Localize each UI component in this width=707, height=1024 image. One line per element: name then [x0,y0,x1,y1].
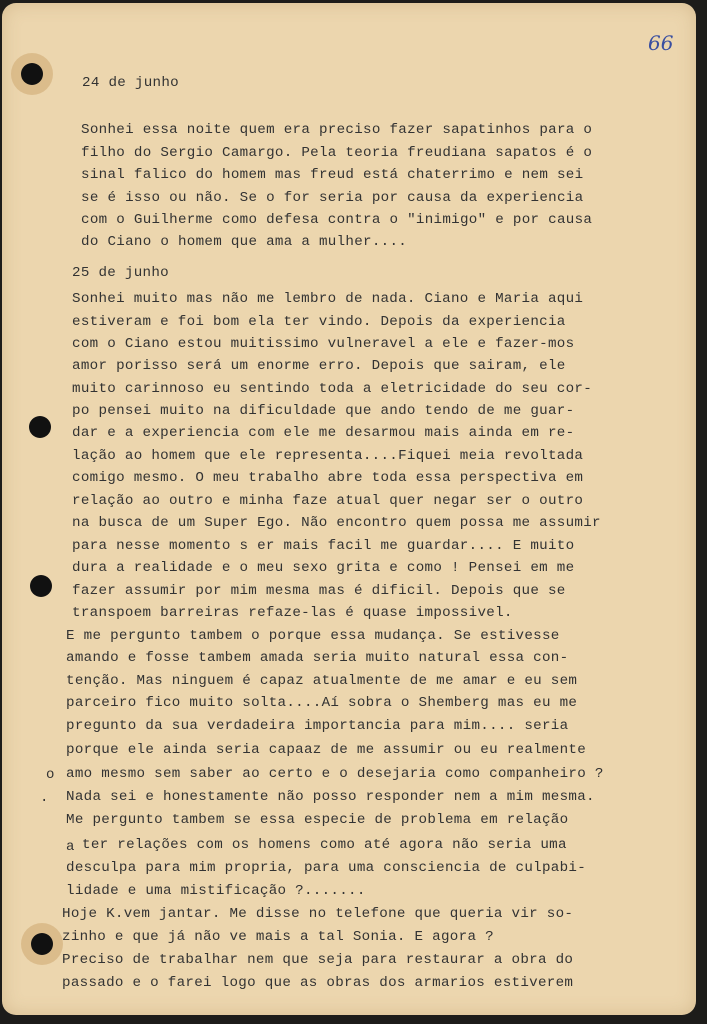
margin-mark: o [46,767,55,783]
text-line: estiveram e foi bom ela ter vindo. Depois da experiencia [72,314,566,330]
text-line: desculpa para mim propria, para uma consciencia de culpabi- [66,860,587,876]
text-line: porque ele ainda seria capaaz de me assumir ou eu realmente [66,742,587,758]
text-line: transpoem barreiras refaze-las é quase impossivel. [72,605,513,621]
text-line: com o Guilherme como defesa contra o "inimigo" e por causa [81,212,593,228]
text-line: po pensei muito na dificuldade que ando tendo de me guar- [72,403,575,419]
text-line: do Ciano o homem que ama a mulher.... [81,234,408,250]
text-line: sinal falico do homem mas freud está chaterrimo e nem sei [81,167,584,183]
text-line: se é isso ou não. Se o for seria por causa da experiencia [81,190,584,206]
text-line: ter relações com os homens como até agora não seria uma [82,837,567,853]
margin-mark: . [40,790,49,806]
text-line: amando e fosse tambem amada seria muito natural essa con- [66,650,569,666]
text-line: passado e o farei logo que as obras dos armarios estiverem [62,975,574,991]
text-line: fazer assumir por mim mesma mas é dificil. Depois que se [72,583,566,599]
text-line: amo mesmo sem saber ao certo e o desejaria como companheiro ? [66,766,604,782]
text-line: para nesse momento s er mais facil me guardar.... E muito [72,538,575,554]
text-line: parceiro fico muito solta....Aí sobra o Shemberg mas eu me [66,695,578,711]
text-line: lação ao homem que ele representa....Fiquei meia revoltada [72,448,584,464]
text-line: tenção. Mas ninguem é capaz atualmente de me amar e eu sem [66,673,578,689]
text-line: E me pergunto tambem o porque essa mudança. Se estivesse [66,628,560,644]
text-line: comigo mesmo. O meu trabalho abre toda essa perspectiva em [72,470,584,486]
entry-date: 25 de junho [72,265,169,281]
text-line: na busca de um Super Ego. Não encontro quem possa me assumir [72,515,601,531]
punch-hole-upper-middle [29,416,51,438]
text-line: amor porisso será um enorme erro. Depois que sairam, ele [72,358,566,374]
margin-mark: a [66,839,75,855]
text-line: Preciso de trabalhar nem que seja para restaurar a obra do [62,952,574,968]
text-line: Me pergunto tambem se essa especie de problema em relação [66,812,569,828]
text-line: lidade e uma mistificação ?....... [66,883,366,899]
text-line: zinho e que já não ve mais a tal Sonia. E agora ? [62,929,494,945]
text-line: dar e a experiencia com ele me desarmou mais ainda em re- [72,425,575,441]
punch-hole-bottom [31,933,53,955]
text-line: relação ao outro e minha faze atual quer negar ser o outro [72,493,584,509]
text-line: Hoje K.vem jantar. Me disse no telefone que queria vir so- [62,906,574,922]
text-line: muito carinnoso eu sentindo toda a eletricidade do seu cor- [72,381,593,397]
text-line: pregunto da sua verdadeira importancia para mim.... seria [66,718,569,734]
text-line: Sonhei muito mas não me lembro de nada. Ciano e Maria aqui [72,291,584,307]
text-line: com o Ciano estou muitissimo vulneravel a ele e fazer-mos [72,336,575,352]
typewritten-page [2,3,696,1015]
page-number: 66 [648,31,674,55]
punch-hole-lower-middle [30,575,52,597]
text-line: filho do Sergio Camargo. Pela teoria freudiana sapatos é o [81,145,593,161]
punch-hole-top [21,63,43,85]
entry-date: 24 de junho [82,75,179,91]
text-line: dura a realidade e o meu sexo grita e como ! Pensei em me [72,560,575,576]
text-line: Sonhei essa noite quem era preciso fazer sapatinhos para o [81,122,593,138]
text-line: Nada sei e honestamente não posso responder nem a mim mesma. [66,789,595,805]
